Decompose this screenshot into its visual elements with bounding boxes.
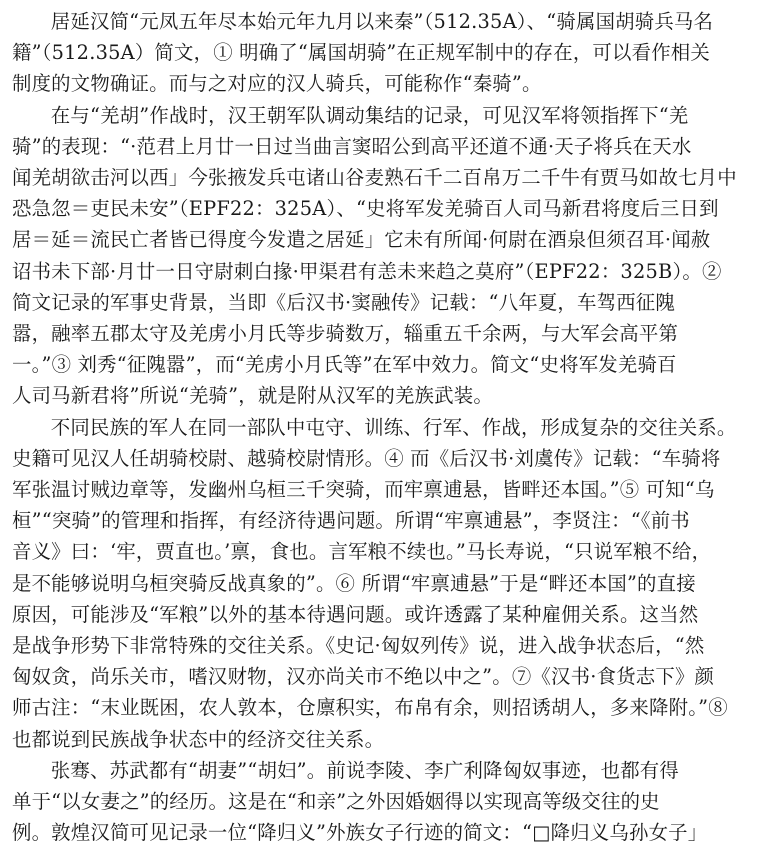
text-line: 桓”“突骑”的管理和指挥，有经济待遇问题。所谓“牢禀逋悬”，李贤注：“《前书 [12,509,690,533]
text-line: 居延汉简“元凤五年尽本始元年九月以来秦”（512.35A）、“骑属国胡骑兵马名 [50,10,714,33]
text-line: 例。敦煌汉简可见记录一位“降归义”外族女子行迹的简文：“□降归义乌孙女子」 [12,821,708,845]
text-line: 制度的文物确证。而与之对应的汉人骑兵，可能称作“秦骑”。 [12,72,542,96]
text-line: 在与“羌胡”作战时，汉王朝军队调动集结的记录，可见汉军将领指挥下“羌 [50,103,689,127]
paragraph-2 [12,100,749,412]
text-line: 恐急忽＝吏民未安”（EPF22：325A）、“史将军发羌骑百人司马新君将度后三日到 [12,197,719,221]
text-line: 单于“以女妻之”的经历。这是在“和亲”之外因婚姻得以实现高等级交往的史 [12,790,660,814]
text-line: 军张温讨贼边章等，发幽州乌桓三千突骑，而牢禀逋悬，皆畔还本国。”⑤ 可知“乌 [12,478,715,502]
text-line: 简文记录的军事史背景，当即《后汉书·窦融传》记载：“八年夏，车驾西征隗 [12,290,675,314]
paragraph-1 [12,6,749,100]
text-line: 是不能够说明乌桓突骑反战真象的”。⑥ 所谓“牢禀逋悬”于是“畔还本国”的直接 [12,571,696,595]
text-line: 居＝延＝流民亡者皆已得度今发遣之居延」它未有所闻·何尉在酒泉但须召耳·闻赦 [12,228,711,252]
text-line: 骑”的表现：“·范君上月廿一日过当曲言窦昭公到高平还道不通·天子将兵在天水 [12,134,692,158]
text-line: 籍”（512.35A）简文，① 明确了“属国胡骑”在正规军制中的存在，可以看作相关 [12,41,710,65]
text-line: 闻羌胡欲击河以西」今张掖发兵屯诸山谷麦熟石千二百帛万二千牛有贾马如故七月中 [12,166,737,190]
text-line: 张骞、苏武都有“胡妻”“胡妇”。前说李陵、李广利降匈奴事迹，也都有得 [50,758,679,782]
text-line: 也都说到民族战争状态中的经济交往关系。 [12,727,385,751]
text-line: 人司马新君将”所说“羌骑”，就是附从汉军的羌族武装。 [12,384,493,408]
paragraph-3 [12,412,749,755]
text-line: 原因，可能涉及“军粮”以外的基本待遇问题。或许透露了某种雇佣关系。这当然 [12,602,699,626]
text-line: 诏书未下部·月廿一日守尉刺白掾·甲渠君有恙未来趋之莫府”（EPF22：325B）。② [12,259,722,283]
text-line: 嚣，融率五郡太守及羌虏小月氏等步骑数万，辎重五千余两，与大军会高平第 [12,322,679,346]
paragraph-4 [12,755,749,848]
text-line: 不同民族的军人在同一部队中屯守、训练、行军、作战，形成复杂的交往关系。 [50,415,737,439]
text-line: 是战争形势下非常特殊的交往关系。《史记·匈奴列传》说，进入战争状态后，“然 [12,634,705,658]
text-line: 师古注：“末业既困，农人敦本，仓廪积实，布帛有余，则招诱胡人，多来降附。”⑧ [12,696,728,720]
text-line: 音义》曰：‘牢，贾直也。’禀，食也。言军粮不续也。”马长寿说，“只说军粮不给， [12,540,712,564]
text-line: 匈奴贪，尚乐关市，嗜汉财物，汉亦尚关市不绝以中之”。⑦《汉书·食货志下》颜 [12,665,715,689]
text-line: 史籍可见汉人任胡骑校尉、越骑校尉情形。④ 而《后汉书·刘虞传》记载：“车骑将 [12,446,721,470]
text-line: 一。”③ 刘秀“征隗嚣”，而“羌虏小月氏等”在军中效力。简文“史将军发羌骑百 [12,353,677,377]
